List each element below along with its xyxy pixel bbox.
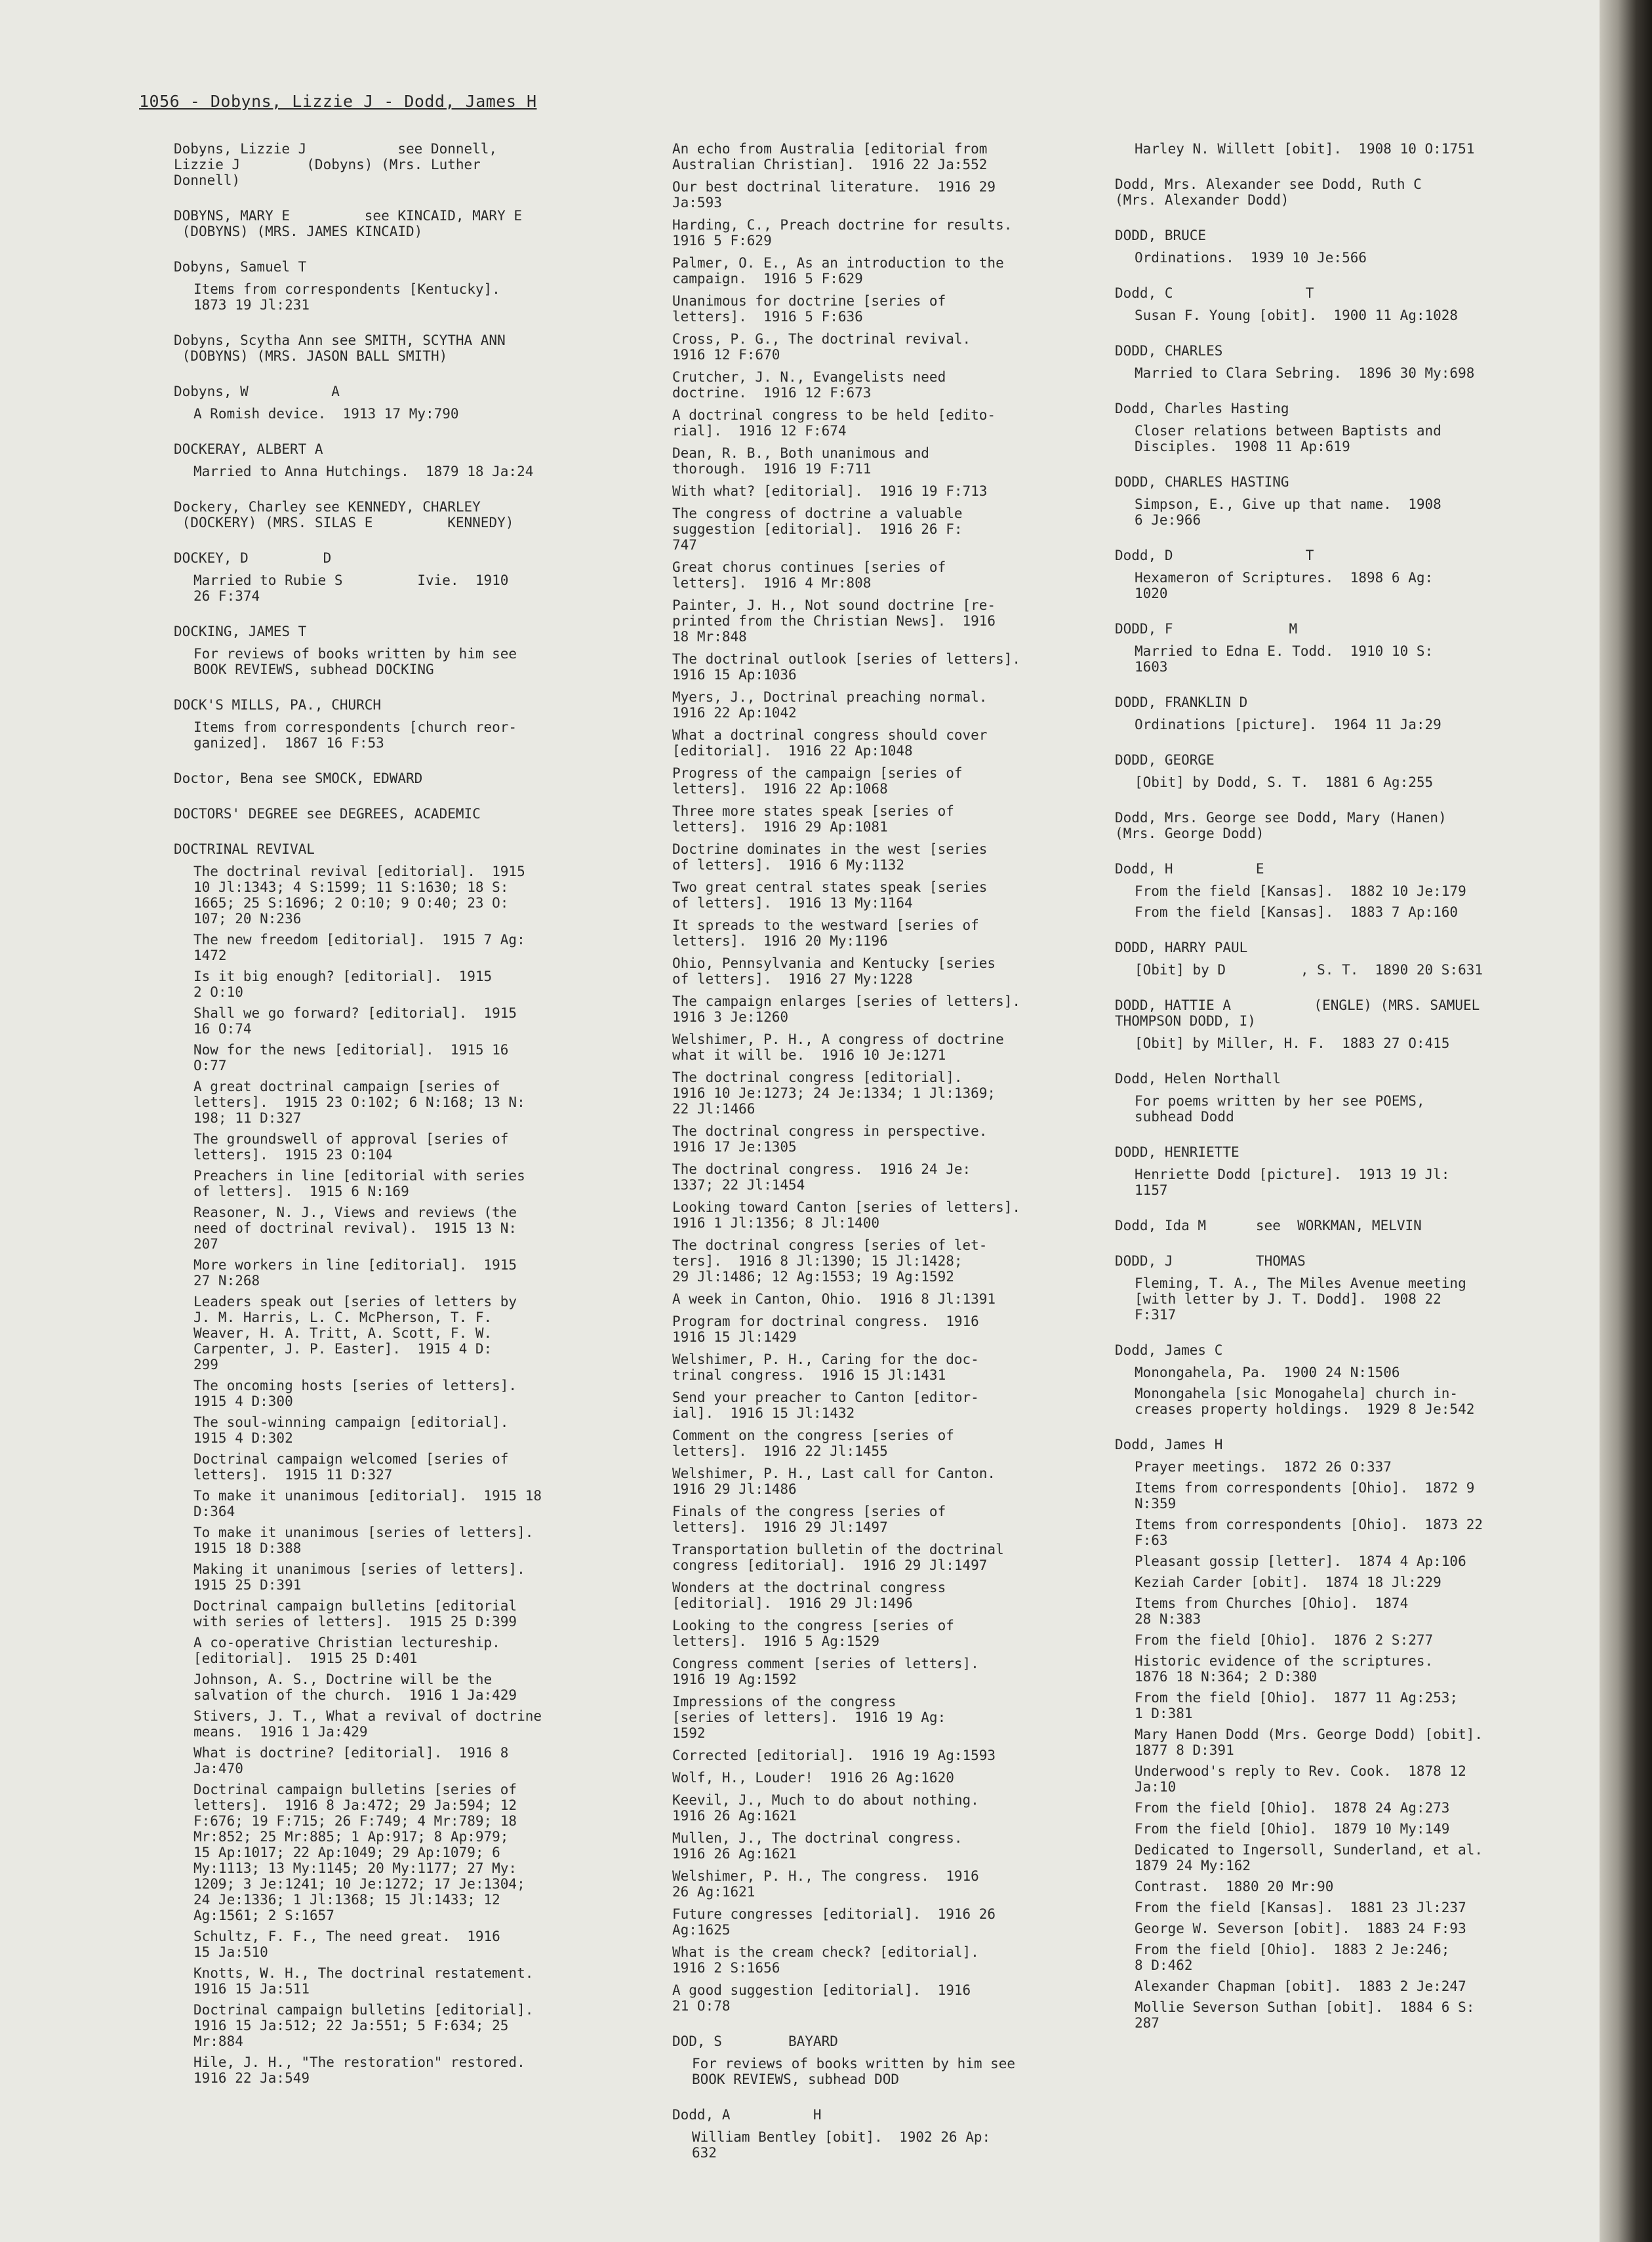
- page-header: 1056 - Dobyns, Lizzie J - Dodd, James H: [139, 92, 537, 111]
- entry-citation: Our best doctrinal literature. 1916 29 Ja:593: [672, 179, 996, 210]
- entry-citation: A week in Canton, Ohio. 1916 8 Jl:1391: [672, 1291, 996, 1307]
- entry-citation: [Obit] by Dodd, S. T. 1881 6 Ag:255: [1135, 774, 1434, 790]
- index-entry: [1115, 1218, 1561, 1233]
- entry-citation: Looking toward Canton [series of letters]. 1916 1 Jl:1356; 8 Jl:1400: [672, 1199, 1021, 1231]
- entry-citation: A great doctrinal campaign [series of letters]. 1915 23 O:102; 6 N:168; 13 N: 198; 11 D:327: [193, 1079, 525, 1126]
- entry-citation: For reviews of books written by him see BOOK REVIEWS, subhead DOCKING: [193, 646, 517, 677]
- index-entry: [1115, 285, 1561, 323]
- entry-citation: Myers, J., Doctrinal preaching normal. 1916 22 Ap:1042: [672, 689, 988, 721]
- entry-citation: William Bentley [obit]. 1902 26 Ap: 632: [692, 2129, 991, 2161]
- index-entry: [1115, 1342, 1561, 1417]
- entry-citation: Doctrinal campaign bulletins [editorial with series of letters]. 1915 25 D:399: [193, 1598, 517, 1630]
- index-entry: [1115, 861, 1561, 920]
- entry-citation: Fleming, T. A., The Miles Avenue meeting [with letter by J. T. Dodd]. 1908 22 F:317: [1135, 1275, 1466, 1323]
- entry-citation: Monongahela [sic Monogahela] church in- creases property holdings. 1929 8 Je:542: [1135, 1386, 1475, 1417]
- entry-heading: Dobyns, W A: [174, 384, 340, 399]
- index-entry: [174, 141, 594, 188]
- entry-citation: Prayer meetings. 1872 26 O:337: [1135, 1459, 1392, 1475]
- entry-citation: George W. Severson [obit]. 1883 24 F:93: [1135, 1921, 1466, 1936]
- entry-heading: DODD, BRUCE: [1115, 228, 1207, 243]
- entry-heading: DODD, GEORGE: [1115, 752, 1215, 768]
- entry-citation: Doctrinal campaign bulletins [series of letters]. 1916 8 Ja:472; 29 Ja:594; 12 F:676; 19 F:715; 26 F:749; 4 Mr:789; 18 Mr:852; 25 Mr:885; 1 Ap:917; 8 Ap:979; 15 Ap:1017; 22 Ap:1049; 29 Ap:1079; 6 My:1113; 13 My:1145; 20 My:1177; 27 My: 1209; 3 Je:1241; 10 Je:1272; 17 Je:1304; 24 Je:1336; 1 Jl:1368; 15 Jl:1433; 12 Ag:1561; 2 S:1657: [193, 1782, 525, 1923]
- entry-citation: It spreads to the westward [series of letters]. 1916 20 My:1196: [672, 917, 979, 949]
- entry-citation: Doctrinal campaign welcomed [series of letters]. 1915 11 D:327: [193, 1451, 509, 1483]
- index-entry: [174, 499, 594, 530]
- entry-heading: Dobyns, Lizzie J see Donnell, Lizzie J (Dobyns) (Mrs. Luther Donnell): [174, 141, 498, 188]
- entry-citation: Welshimer, P. H., Caring for the doc- trinal congress. 1916 15 Jl:1431: [672, 1351, 979, 1383]
- entry-citation: Dean, R. B., Both unanimous and thorough. 1916 19 F:711: [672, 445, 929, 477]
- entry-citation: Great chorus continues [series of letters]. 1916 4 Mr:808: [672, 559, 946, 591]
- entry-citation: Welshimer, P. H., Last call for Canton. 1916 29 Jl:1486: [672, 1466, 996, 1497]
- index-entry: [174, 624, 594, 677]
- entry-citation: Married to Rubie S Ivie. 1910 26 F:374: [193, 572, 509, 604]
- entry-heading: Dodd, Mrs. George see Dodd, Mary (Hanen) (Mrs. George Dodd): [1115, 810, 1447, 841]
- entry-citation: Unanimous for doctrine [series of letters]. 1916 5 F:636: [672, 293, 946, 325]
- entry-citation: Married to Edna E. Todd. 1910 10 S: 1603: [1135, 643, 1434, 675]
- entry-citation: Finals of the congress [series of letters]. 1916 29 Jl:1497: [672, 1504, 946, 1535]
- entry-heading: Dodd, Helen Northall: [1115, 1071, 1281, 1087]
- column-2: [672, 141, 1092, 2180]
- entry-citation: Simpson, E., Give up that name. 1908 6 Je:966: [1135, 496, 1441, 528]
- entry-citation: The doctrinal outlook [series of letters]. 1916 15 Ap:1036: [672, 651, 1021, 683]
- entry-heading: DODD, HATTIE A (ENGLE) (MRS. SAMUEL THOMPSON DODD, I): [1115, 997, 1480, 1029]
- index-entry: [1115, 401, 1561, 454]
- index-entry: [174, 771, 594, 786]
- entry-heading: DODD, F M: [1115, 621, 1298, 637]
- entry-heading: Dockery, Charley see KENNEDY, CHARLEY (DOCKERY) (MRS. SILAS E KENNEDY): [174, 499, 514, 530]
- entry-citation: Making it unanimous [series of letters]. 1915 25 D:391: [193, 1561, 525, 1593]
- entry-heading: DODD, HARRY PAUL: [1115, 940, 1248, 955]
- entry-citation: Two great central states speak [series of letters]. 1916 13 My:1164: [672, 879, 988, 911]
- entry-citation: For reviews of books written by him see BOOK REVIEWS, subhead DOD: [692, 2056, 1016, 2087]
- entry-citation: Hile, J. H., "The restoration" restored. 1916 22 Ja:549: [193, 2054, 525, 2086]
- index-entry: [672, 2033, 1092, 2087]
- entry-heading: DOCK'S MILLS, PA., CHURCH: [174, 697, 382, 713]
- entry-citation: From the field [Ohio]. 1883 2 Je:246; 8 D:462: [1135, 1942, 1450, 1973]
- entry-citation: Keevil, J., Much to do about nothing. 1916 26 Ag:1621: [672, 1792, 979, 1824]
- entry-heading: Dodd, James C: [1115, 1342, 1223, 1358]
- entry-heading: DODD, HENRIETTE: [1115, 1144, 1239, 1160]
- index-entry: [174, 441, 594, 479]
- index-entry: [1115, 474, 1561, 528]
- entry-citation: Closer relations between Baptists and Disciples. 1908 11 Ap:619: [1135, 423, 1441, 454]
- entry-citation: From the field [Kansas]. 1883 7 Ap:160: [1135, 904, 1459, 920]
- entry-citation: From the field [Ohio]. 1879 10 My:149: [1135, 1821, 1450, 1837]
- entry-citation: The doctrinal congress. 1916 24 Je: 1337; 22 Jl:1454: [672, 1161, 971, 1193]
- entry-citation: An echo from Australia [editorial from Australian Christian]. 1916 22 Ja:552: [672, 141, 988, 172]
- entry-citation: Items from correspondents [church reor- ganized]. 1867 16 F:53: [193, 719, 517, 751]
- entry-citation: [Obit] by D , S. T. 1890 20 S:631: [1135, 962, 1483, 978]
- index-entry: [1115, 141, 1561, 157]
- entry-citation: The congress of doctrine a valuable suggestion [editorial]. 1916 26 F: 747: [672, 506, 963, 553]
- entry-citation: From the field [Kansas]. 1882 10 Je:179: [1135, 883, 1466, 899]
- entry-citation: Doctrine dominates in the west [series of letters]. 1916 6 My:1132: [672, 841, 988, 873]
- index-entry: [174, 841, 594, 2086]
- index-entry: [1115, 1253, 1561, 1323]
- entry-citation: Historic evidence of the scriptures. 1876 18 N:364; 2 D:380: [1135, 1653, 1434, 1685]
- entry-citation: Welshimer, P. H., A congress of doctrine what it will be. 1916 10 Je:1271: [672, 1031, 1004, 1063]
- entry-citation: From the field [Ohio]. 1878 24 Ag:273: [1135, 1800, 1450, 1816]
- entry-heading: DOCKERAY, ALBERT A: [174, 441, 323, 457]
- index-entry: [1115, 1144, 1561, 1198]
- entry-citation: Ordinations [picture]. 1964 11 Ja:29: [1135, 717, 1441, 732]
- index-entry: [1115, 1071, 1561, 1125]
- entry-citation: Married to Clara Sebring. 1896 30 My:698: [1135, 365, 1475, 381]
- entry-citation: Dedicated to Ingersoll, Sunderland, et al. 1879 24 My:162: [1135, 1842, 1483, 1873]
- index-entry: [1115, 694, 1561, 732]
- entry-citation: Transportation bulletin of the doctrinal congress [editorial]. 1916 29 Jl:1497: [672, 1542, 1004, 1573]
- entry-citation: Items from correspondents [Kentucky]. 1873 19 Jl:231: [193, 281, 500, 313]
- entry-heading: Dodd, D T: [1115, 548, 1314, 563]
- entry-heading: Dodd, H E: [1115, 861, 1264, 877]
- entry-citation: Hexameron of Scriptures. 1898 6 Ag: 1020: [1135, 570, 1434, 601]
- entry-citation: From the field [Kansas]. 1881 23 Jl:237: [1135, 1900, 1466, 1915]
- entry-heading: DOCKEY, D D: [174, 550, 332, 566]
- entry-citation: Pleasant gossip [letter]. 1874 4 Ap:106: [1135, 1553, 1466, 1569]
- index-entry: [1115, 940, 1561, 978]
- column-1: [174, 141, 594, 2106]
- entry-citation: With what? [editorial]. 1916 19 F:713: [672, 483, 988, 499]
- entry-citation: Progress of the campaign [series of letters]. 1916 22 Ap:1068: [672, 765, 963, 797]
- entry-citation: What is the cream check? [editorial]. 1916 2 S:1656: [672, 1944, 979, 1976]
- entry-citation: Corrected [editorial]. 1916 19 Ag:1593: [672, 1748, 996, 1763]
- entry-citation: Monongahela, Pa. 1900 24 N:1506: [1135, 1365, 1400, 1380]
- entry-citation: Mollie Severson Suthan [obit]. 1884 6 S: 287: [1135, 1999, 1475, 2031]
- entry-heading: Dodd, Ida M see WORKMAN, MELVIN: [1115, 1218, 1422, 1233]
- entry-citation: To make it unanimous [series of letters]. 1915 18 D:388: [193, 1525, 534, 1556]
- entry-heading: Doctor, Bena see SMOCK, EDWARD: [174, 771, 423, 786]
- entry-heading: DOCTORS' DEGREE see DEGREES, ACADEMIC: [174, 806, 481, 822]
- entry-heading: Dodd, C T: [1115, 285, 1314, 301]
- entry-citation: Leaders speak out [series of letters by J. M. Harris, L. C. McPherson, T. F. Weaver, H. A. Tritt, A. Scott, F. W. Carpenter, J. P. Easter]. 1915 4 D: 299: [193, 1294, 517, 1372]
- entry-citation: Wonders at the doctrinal congress [editorial]. 1916 29 Jl:1496: [672, 1580, 946, 1611]
- index-entry: [1115, 176, 1561, 208]
- entry-heading: Dodd, A H: [672, 2107, 822, 2123]
- index-entry: [174, 259, 594, 313]
- entry-citation: What a doctrinal congress should cover [editorial]. 1916 22 Ap:1048: [672, 727, 988, 759]
- index-entry: [1115, 228, 1561, 266]
- entry-citation: Reasoner, N. J., Views and reviews (the need of doctrinal revival). 1915 13 N: 207: [193, 1205, 517, 1252]
- entry-citation: Contrast. 1880 20 Mr:90: [1135, 1879, 1334, 1894]
- entry-citation: Keziah Carder [obit]. 1874 18 Jl:229: [1135, 1574, 1441, 1590]
- entry-citation: More workers in line [editorial]. 1915 27 N:268: [193, 1257, 517, 1289]
- entry-heading: Dobyns, Samuel T: [174, 259, 307, 275]
- entry-citation: Married to Anna Hutchings. 1879 18 Ja:24: [193, 464, 534, 479]
- column-3: [1115, 141, 1561, 2051]
- book-binding-edge: [1600, 0, 1652, 2242]
- entry-citation: Welshimer, P. H., The congress. 1916 26 Ag:1621: [672, 1868, 979, 1900]
- entry-citation: A good suggestion [editorial]. 1916 21 O:78: [672, 1982, 971, 2014]
- index-entry: [1115, 343, 1561, 381]
- entry-citation: Mullen, J., The doctrinal congress. 1916 26 Ag:1621: [672, 1830, 963, 1862]
- index-entry: [1115, 548, 1561, 601]
- entry-citation: Ordinations. 1939 10 Je:566: [1135, 250, 1367, 266]
- entry-citation: Future congresses [editorial]. 1916 26 Ag:1625: [672, 1906, 996, 1938]
- entry-citation: Shall we go forward? [editorial]. 1915 16 O:74: [193, 1005, 517, 1037]
- entry-citation: Doctrinal campaign bulletins [editorial]. 1916 15 Ja:512; 22 Ja:551; 5 F:634; 25 Mr:884: [193, 2002, 534, 2049]
- index-entry: [174, 208, 594, 239]
- index-entry: [672, 2107, 1092, 2161]
- entry-citation: [Obit] by Miller, H. F. 1883 27 O:415: [1135, 1035, 1450, 1051]
- index-entry: [1115, 810, 1561, 841]
- entry-citation: The groundswell of approval [series of letters]. 1915 23 O:104: [193, 1131, 509, 1163]
- entry-citation: The new freedom [editorial]. 1915 7 Ag: 1472: [193, 932, 525, 963]
- entry-citation: Mary Hanen Dodd (Mrs. George Dodd) [obit]. 1877 8 D:391: [1135, 1727, 1483, 1758]
- entry-citation: The campaign enlarges [series of letters]. 1916 3 Je:1260: [672, 993, 1021, 1025]
- entry-citation: The doctrinal congress [editorial]. 1916 10 Je:1273; 24 Je:1334; 1 Jl:1369; 22 Jl:1466: [672, 1070, 996, 1117]
- entry-heading: DODD, CHARLES HASTING: [1115, 474, 1289, 490]
- entry-citation: Crutcher, J. N., Evangelists need doctrine. 1916 12 F:673: [672, 369, 946, 401]
- entry-citation: Alexander Chapman [obit]. 1883 2 Je:247: [1135, 1978, 1466, 1994]
- entry-heading: DOD, S BAYARD: [672, 2033, 838, 2049]
- entry-citation: Comment on the congress [series of letters]. 1916 22 Jl:1455: [672, 1428, 954, 1459]
- index-entry: [174, 806, 594, 822]
- entry-citation: Henriette Dodd [picture]. 1913 19 Jl: 1157: [1135, 1167, 1450, 1198]
- index-entry: [174, 384, 594, 422]
- entry-citation: The doctrinal revival [editorial]. 1915 10 Jl:1343; 4 S:1599; 11 S:1630; 18 S: 1665; 25 S:1696; 2 O:10; 9 O:40; 23 O: 107; 20 N:236: [193, 864, 525, 927]
- entry-citation: The soul-winning campaign [editorial]. 1915 4 D:302: [193, 1414, 509, 1446]
- entry-citation: Now for the news [editorial]. 1915 16 O:77: [193, 1042, 509, 1073]
- entry-citation: Is it big enough? [editorial]. 1915 2 O:10: [193, 969, 493, 1000]
- entry-citation: Knotts, W. H., The doctrinal restatement. 1916 15 Ja:511: [193, 1965, 534, 1997]
- index-entry: [1115, 1437, 1561, 2031]
- entry-heading: DOCKING, JAMES T: [174, 624, 307, 639]
- entry-citation: To make it unanimous [editorial]. 1915 18 D:364: [193, 1488, 542, 1519]
- entry-citation: The doctrinal congress in perspective. 1916 17 Je:1305: [672, 1123, 988, 1155]
- entry-citation: Stivers, J. T., What a revival of doctrine means. 1916 1 Ja:429: [193, 1708, 542, 1740]
- entry-heading: Dodd, Mrs. Alexander see Dodd, Ruth C (Mrs. Alexander Dodd): [1115, 176, 1422, 208]
- entry-heading: DODD, CHARLES: [1115, 343, 1223, 359]
- entry-citation: Impressions of the congress [series of letters]. 1916 19 Ag: 1592: [672, 1694, 946, 1741]
- entry-citation: Items from correspondents [Ohio]. 1873 22 F:63: [1135, 1517, 1483, 1548]
- entry-citation: Johnson, A. S., Doctrine will be the salvation of the church. 1916 1 Ja:429: [193, 1671, 517, 1703]
- index-entry: [174, 550, 594, 604]
- entry-heading: DODD, FRANKLIN D: [1115, 694, 1248, 710]
- entry-heading: DODD, J THOMAS: [1115, 1253, 1306, 1269]
- index-entry: [174, 697, 594, 751]
- entry-citation: What is doctrine? [editorial]. 1916 8 Ja:470: [193, 1745, 509, 1776]
- entry-citation: Underwood's reply to Rev. Cook. 1878 12 Ja:10: [1135, 1763, 1466, 1795]
- entry-citation: A Romish device. 1913 17 My:790: [193, 406, 459, 422]
- entry-citation: A doctrinal congress to be held [edito- rial]. 1916 12 F:674: [672, 407, 996, 439]
- entry-heading: Dobyns, Scytha Ann see SMITH, SCYTHA ANN (DOBYNS) (MRS. JASON BALL SMITH): [174, 332, 506, 364]
- entry-citation: Looking to the congress [series of letters]. 1916 5 Ag:1529: [672, 1618, 954, 1649]
- entry-citation: Congress comment [series of letters]. 1916 19 Ag:1592: [672, 1656, 979, 1687]
- entry-citation: From the field [Ohio]. 1877 11 Ag:253; 1 D:381: [1135, 1690, 1459, 1721]
- index-entry: [1115, 997, 1561, 1051]
- entry-citation: Three more states speak [series of letters]. 1916 29 Ap:1081: [672, 803, 954, 835]
- entry-heading: DOBYNS, MARY E see KINCAID, MARY E (DOBYNS) (MRS. JAMES KINCAID): [174, 208, 523, 239]
- entry-citation: Cross, P. G., The doctrinal revival. 1916 12 F:670: [672, 331, 971, 363]
- entry-citation: Harding, C., Preach doctrine for results. 1916 5 F:629: [672, 217, 1013, 249]
- entry-citation: The oncoming hosts [series of letters]. 1915 4 D:300: [193, 1378, 517, 1409]
- entry-citation: Items from Churches [Ohio]. 1874 28 N:383: [1135, 1595, 1409, 1627]
- entry-citation: From the field [Ohio]. 1876 2 S:277: [1135, 1632, 1434, 1648]
- entry-heading: DOCTRINAL REVIVAL: [174, 841, 315, 857]
- entry-citation: Harley N. Willett [obit]. 1908 10 O:1751: [1135, 141, 1475, 157]
- entry-citation: Ohio, Pennsylvania and Kentucky [series of letters]. 1916 27 My:1228: [672, 955, 996, 987]
- entry-citation: For poems written by her see POEMS, subhead Dodd: [1135, 1093, 1425, 1125]
- entry-citation: Program for doctrinal congress. 1916 1916 15 Jl:1429: [672, 1313, 979, 1345]
- entry-citation: Send your preacher to Canton [editor- ial]. 1916 15 Jl:1432: [672, 1390, 979, 1421]
- entry-citation: Items from correspondents [Ohio]. 1872 9 N:359: [1135, 1480, 1475, 1511]
- entry-citation: A co-operative Christian lectureship. [editorial]. 1915 25 D:401: [193, 1635, 500, 1666]
- index-entry: [1115, 752, 1561, 790]
- entry-citation: Palmer, O. E., As an introduction to the campaign. 1916 5 F:629: [672, 255, 1004, 287]
- index-entry: [174, 332, 594, 364]
- entry-citation: Schultz, F. F., The need great. 1916 15 Ja:510: [193, 1929, 500, 1960]
- entry-citation: Susan F. Young [obit]. 1900 11 Ag:1028: [1135, 308, 1459, 323]
- entry-citation: The doctrinal congress [series of let- ters]. 1916 8 Jl:1390; 15 Jl:1428; 29 Jl:1486; 12 Ag:1553; 19 Ag:1592: [672, 1237, 988, 1285]
- index-entry: [1115, 621, 1561, 675]
- entry-heading: Dodd, James H: [1115, 1437, 1223, 1452]
- entry-citation: Preachers in line [editorial with series of letters]. 1915 6 N:169: [193, 1168, 525, 1199]
- entry-citation: Painter, J. H., Not sound doctrine [re- printed from the Christian News]. 1916 18 Mr:848: [672, 597, 996, 645]
- entry-citation: Wolf, H., Louder! 1916 26 Ag:1620: [672, 1770, 954, 1786]
- entry-heading: Dodd, Charles Hasting: [1115, 401, 1289, 416]
